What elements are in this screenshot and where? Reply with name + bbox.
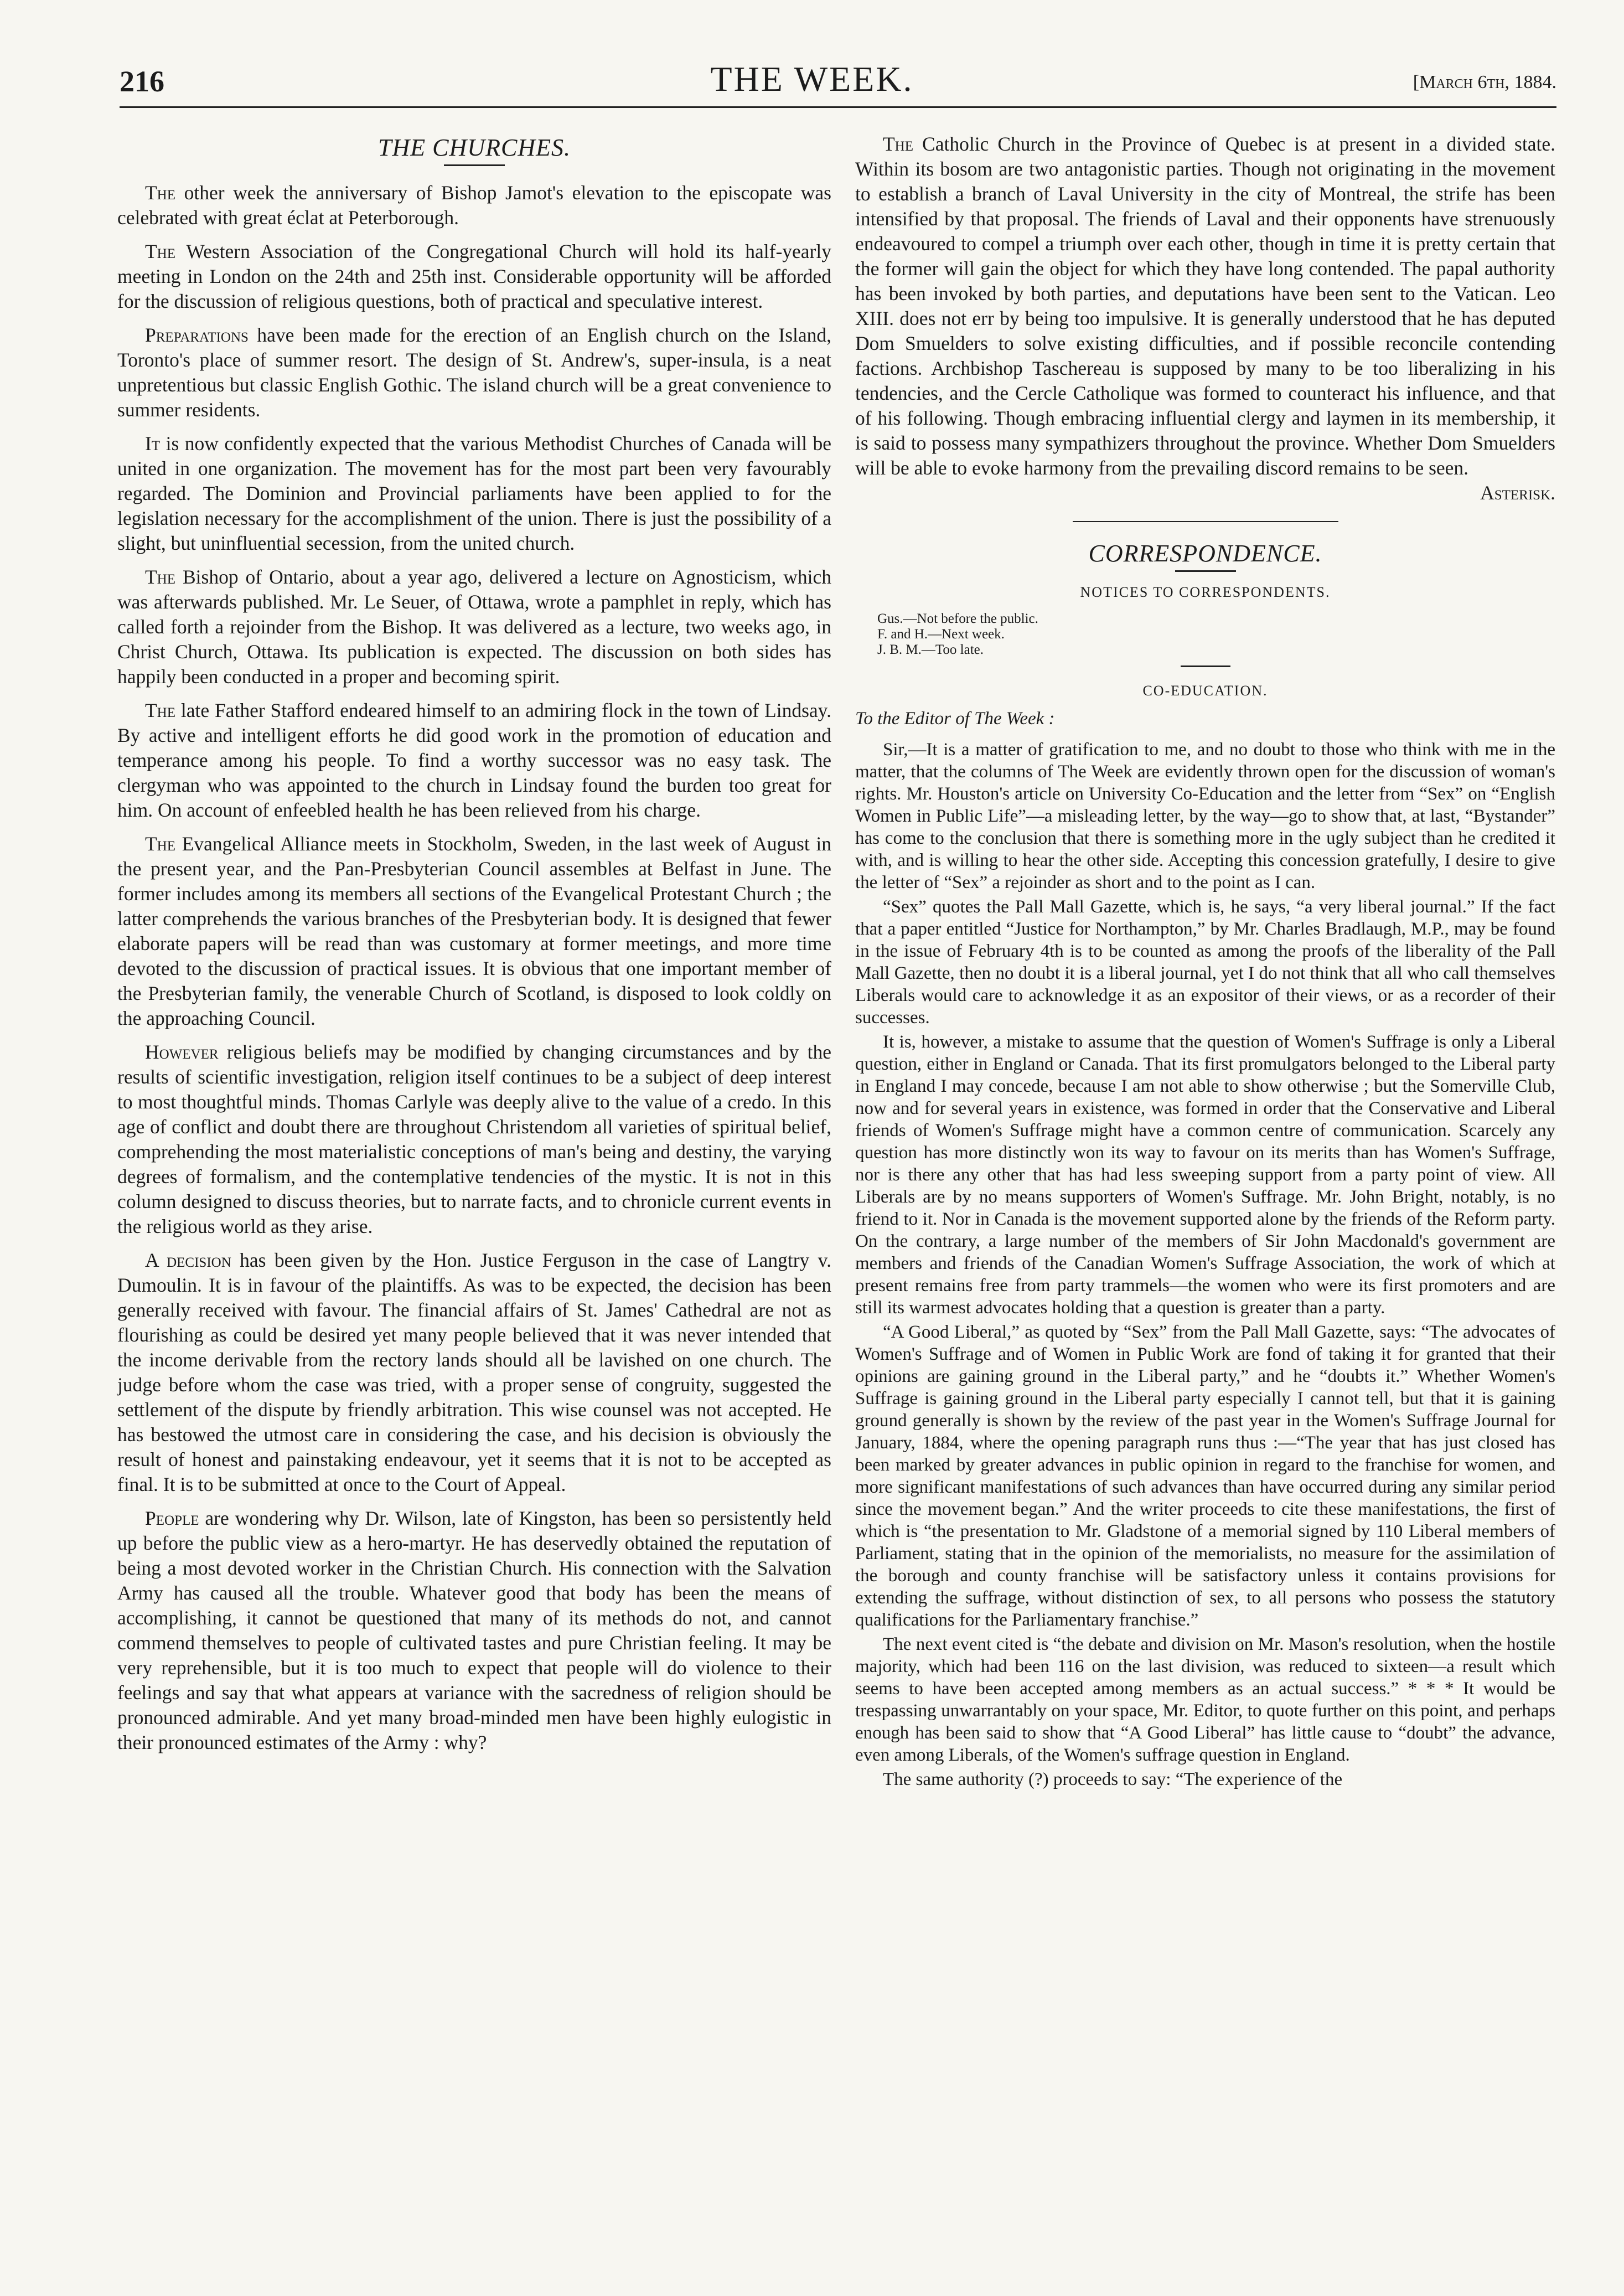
paragraph-text: other week the anniversary of Bishop Jamot's elevation to the episcopate was celebrated with great éclat at Peterborough. [117, 182, 831, 229]
notices-title: NOTICES TO CORRESPONDENTS. [1080, 584, 1331, 600]
paragraph-lead: The [145, 699, 176, 721]
page-number: 216 [120, 65, 164, 98]
article-paragraph [117, 239, 831, 314]
section-divider [1181, 665, 1230, 667]
paragraph-lead: People [145, 1507, 199, 1529]
letter-paragraph: “A Good Liberal,” as quoted by “Sex” from the Pall Mall Gazette, says: “The advocates of Women's Suffrage and of Women in Public Work are fond of taking it for granted that their opinions are gaining ground in the Liberal party,” and he “doubts it.” Whether Women's Suffrage is gaining ground in the Liberal party especially I cannot tell, but that it is gaining ground generally is shown by the review of the past year in the Women's Suffrage Journal for January, 1884, where the opening paragraph runs thus :—“The year that has just closed has been marked by greater advances in public opinion in regard to the franchise for women, and more significant manifestations of such advances than have occurred during any similar period since the movement began.” And the writer proceeds to cite these manifestations, the first of which is “the presentation to Mr. Gladstone of a memorial signed by 110 Liberal members of Parliament, stating that in the opinion of the memorialists, no measure for the assimilation of the borough and county franchise will be satisfactory unless it contains provisions for extending the suffrage, without distinction of sex, to all persons who possess the statutory qualifications for the Parliamentary franchise.” [855, 1322, 1555, 1630]
paragraph-lead: Preparations [145, 324, 249, 346]
header-rule [120, 106, 1556, 108]
letter-title: CO-EDUCATION. [1142, 683, 1268, 699]
page-header [0, 0, 1624, 105]
section-title-churches: THE CHURCHES. [378, 134, 571, 161]
letter-paragraph: The same authority (?) proceeds to say: “The experience of the [883, 1769, 1343, 1789]
article-paragraph [117, 323, 831, 422]
article-paragraph [117, 698, 831, 823]
section-divider [1073, 521, 1338, 522]
paragraph-text: Evangelical Alliance meets in Stockholm, Sweden, in the last week of August in the present year, and the Pan-Presbyterian Council assembles at Belfast in June. The former includes among its members all sections of the Evangelical Protestant Church ; the latter comprehends the various branches of the Presbyterian body. It is designed that fewer elaborate papers will be read than was customary at former meetings, and more time devoted to the discussion of practical issues. It is obvious that one important member of the Presbyterian family, the venerable Church of Scotland, is disposed to look coldly on the approaching Council. [117, 833, 831, 1029]
salutation: To the Editor of The Week : [855, 709, 1055, 729]
article-paragraph [117, 1248, 831, 1497]
paragraph-text: late Father Stafford endeared himself to an admiring flock in the town of Lindsay. By active and intelligent efforts he did good work in the promotion of education and temperance among his people. To find a worthy successor was no easy task. The clergyman who was appointed to the church in Lindsay found the burden too great for him. On account of enfeebled health he has been relieved from his charge. [117, 699, 831, 821]
paragraph-text: have been made for the erection of an English church on the Island, Toronto's place of summer resort. The design of St. Andrew's, super-insula, is a neat unpretentious but classic English Gothic. The island church will be a great convenience to summer residents. [117, 324, 831, 421]
right-column [855, 132, 1555, 1793]
article-paragraph [117, 1040, 831, 1239]
section-divider [444, 164, 505, 166]
publication-title: THE WEEK. [710, 59, 914, 99]
left-column [117, 132, 831, 1764]
paragraph-lead: It [145, 432, 161, 455]
article-paragraph [117, 832, 831, 1031]
issue-date: [March 6th, 1884. [1413, 72, 1556, 92]
letter-paragraph: The next event cited is “the debate and division on Mr. Mason's resolution, when the hostile majority, which had been 116 on the last division, was reduced to sixteen—a result which seems to have been accepted among members as an actual success.” * * * It would be trespassing unwarrantably on your space, Mr. Editor, to quote further on this point, and perhaps enough has been said to show that “A Good Liberal” has little cause to “doubt” the advance, even among Liberals, of the Women's suffrage question in England. [855, 1634, 1555, 1765]
paragraph-lead: The [145, 182, 176, 204]
article-paragraph [117, 180, 831, 230]
paragraph-text: religious beliefs may be modified by changing circumstances and by the results of scientific investigation, religion itself continues to be a subject of deep interest to most thoughtful minds. Thomas Carlyle was deeply alive to the value of a credo. In this age of conflict and doubt there are throughout Christendom all varieties of spiritual belief, comprehending the most materialistic conceptions of man's being and destiny, the varying degrees of formalism, and the contemplative tendencies of the mystic. It is not in this column designed to discuss theories, but to narrate facts, and to chronicle current events in the religious world as they arise. [117, 1041, 831, 1237]
paragraph-text: are wondering why Dr. Wilson, late of Kingston, has been so persistently held up before the public view as a hero-martyr. He has deservedly obtained the reputation of being a most devoted worker in the Christian Church. His connection with the Salvation Army has caused all the trouble. Whatever good that body has been the means of accomplishing, it cannot be questioned that many of its methods do not, and cannot commend themselves to people of cultivated tastes and pure Christian feeling. It may be very reprehensible, but it is too much to expect that people will do violence to their feelings and say that what appears at variance with the sacredness of religion should be pronounced admirable. And yet many broad-minded men have been highly eulogistic in their pronounced estimates of the Army : why? [117, 1507, 831, 1753]
paragraph-lead: However [145, 1041, 219, 1063]
section-title-correspondence: CORRESPONDENCE. [1088, 540, 1322, 567]
article-paragraph [117, 565, 831, 689]
notice-item: J. B. M.—Too late. [877, 642, 984, 657]
paragraph-lead: The [145, 566, 176, 588]
paragraph-lead: The [883, 133, 914, 155]
paragraph-text: Catholic Church in the Province of Quebec is at present in a divided state. Within its bosom are two antagonistic parties. Though not originating in the movement to establish a branch of Laval University in the city of Montreal, the strife has been intensified by that proposal. The friends of Laval and their opponents have strenuously endeavoured to compel a triumph over each other, though in time it is pretty certain that the former will gain the object for which they have long contended. The papal authority has been invoked by both parties, and deputations have been sent to the Vatican. Leo XIII. does not err by being too impulsive. It is generally understood that he has deputed Dom Smuelders to solve existing difficulties, and if possible reconcile contending factions. Archbishop Taschereau is supposed by many to be too liberalizing in his tendencies, and the Cercle Catholique was formed to counteract his influence, and that of his following. Though embracing influential clergy and laymen in its membership, it is said to possess many sympathizers throughout the province. Whether Dom Smuelders will be able to evoke harmony from the prevailing discord remains to be seen. [855, 133, 1555, 479]
letter-paragraph: Sir,—It is a matter of gratification to me, and no doubt to those who think with me in the matter, that the columns of The Week are evidently thrown open for the discussion of woman's rights. Mr. Houston's article on University Co-Education and the letter from “Sex” on “English Women in Public Life”—a misleading letter, by the way—go to show that, at last, “Bystander” has come to the conclusion that there is something more in the ugly subject than he credited it with, and is willing to hear the other side. Accepting this concession gratefully, I desire to give the letter of “Sex” a rejoinder as short and to the point as I can. [855, 740, 1555, 892]
letter-paragraph: “Sex” quotes the Pall Mall Gazette, which is, he says, “a very liberal journal.” If the fact that a paper entitled “Justice for Northampton,” by Mr. Charles Bradlaugh, M.P., may be found in the issue of February 4th is to be counted as among the proofs of the liberality of the Pall Mall Gazette, then no doubt it is a liberal journal, yet I do not think that all who call themselves Liberals would care to acknowledge it as an expositor of their views, or as a recorder of their successes. [855, 897, 1555, 1028]
paragraph-text: is now confidently expected that the various Methodist Churches of Canada will be united in one organization. The movement has for the most part been very favourably regarded. The Dominion and Provincial parliaments have been applied to for the legislation necessary for the accomplishment of the union. There is just the possibility of a slight, but uninfluential secession, from the united church. [117, 432, 831, 554]
notices-list [855, 611, 1555, 658]
article-paragraph [117, 431, 831, 556]
quebec-paragraph [855, 132, 1555, 505]
notice-item: F. and H.—Next week. [877, 627, 1005, 642]
notice-item: Gus.—Not before the public. [877, 611, 1038, 626]
paragraph-text: Bishop of Ontario, about a year ago, delivered a lecture on Agnosticism, which was afterwards published. Mr. Le Seuer, of Ottawa, wrote a pamphlet in reply, which has called forth a rejoinder from the Bishop. It was delivered as a lecture, two weeks ago, in Christ Church, Ottawa. Its publication is expected. The discussion on both sides has happily been conducted in a proper and becoming spirit. [117, 566, 831, 688]
section-divider [1175, 570, 1236, 572]
paragraph-lead: A decision [145, 1249, 231, 1271]
paragraph-lead: The [145, 240, 176, 262]
paragraph-text: Western Association of the Congregational Church will hold its half-yearly meeting in London on the 24th and 25th inst. Considerable opportunity will be afforded for the discussion of religious questions, both of practical and speculative interest. [117, 240, 831, 312]
paragraph-lead: The [145, 833, 176, 855]
letter-paragraph: It is, however, a mistake to assume that the question of Women's Suffrage is only a Liberal question, either in England or Canada. That its first promulgators belonged to the Liberal party in England I may concede, because I am not able to show otherwise ; but the Somerville Club, now and for several years in existence, was formed in order that the Conservative and Liberal friends of Women's Suffrage might have a common centre of communication. Scarcely any question has more distinctly won its way to favour on its merits than has Women's Suffrage, nor is there any other that has had less sweeping support from a party point of view. All Liberals are by no means supporters of Women's Suffrage. Mr. John Bright, notably, is no friend to it. Nor in Canada is the movement supported alone by the friends of the Reform party. On the contrary, a large number of the members of Sir John Macdonald's government are members and friends of the Canadian Women's Suffrage Association, the work of which at present remains free from party trammels—the women who were its first promoters and are still its warmest advocates holding that a question is greater than a party. [855, 1032, 1555, 1318]
signature: Asterisk. [1480, 482, 1555, 504]
article-paragraph [117, 1506, 831, 1755]
paragraph-text: has been given by the Hon. Justice Ferguson in the case of Langtry v. Dumoulin. It is in favour of the plaintiffs. As was to be expected, the decision has been generally received with favour. The financial affairs of St. James' Cathedral are not as flourishing as could be desired yet many people believed that it was never intended that the income derivable from the rectory lands should all be lavished on one church. The judge before whom the case was tried, with a proper sense of congruity, suggested the settlement of the dispute by friendly arbitration. This wise counsel was not accepted. He has bestowed the utmost care in considering the case, and his decision is obviously the result of honest and painstaking endeavour, yet it seems that it is not to be accepted as final. It is to be submitted at once to the Court of Appeal. [117, 1249, 831, 1495]
